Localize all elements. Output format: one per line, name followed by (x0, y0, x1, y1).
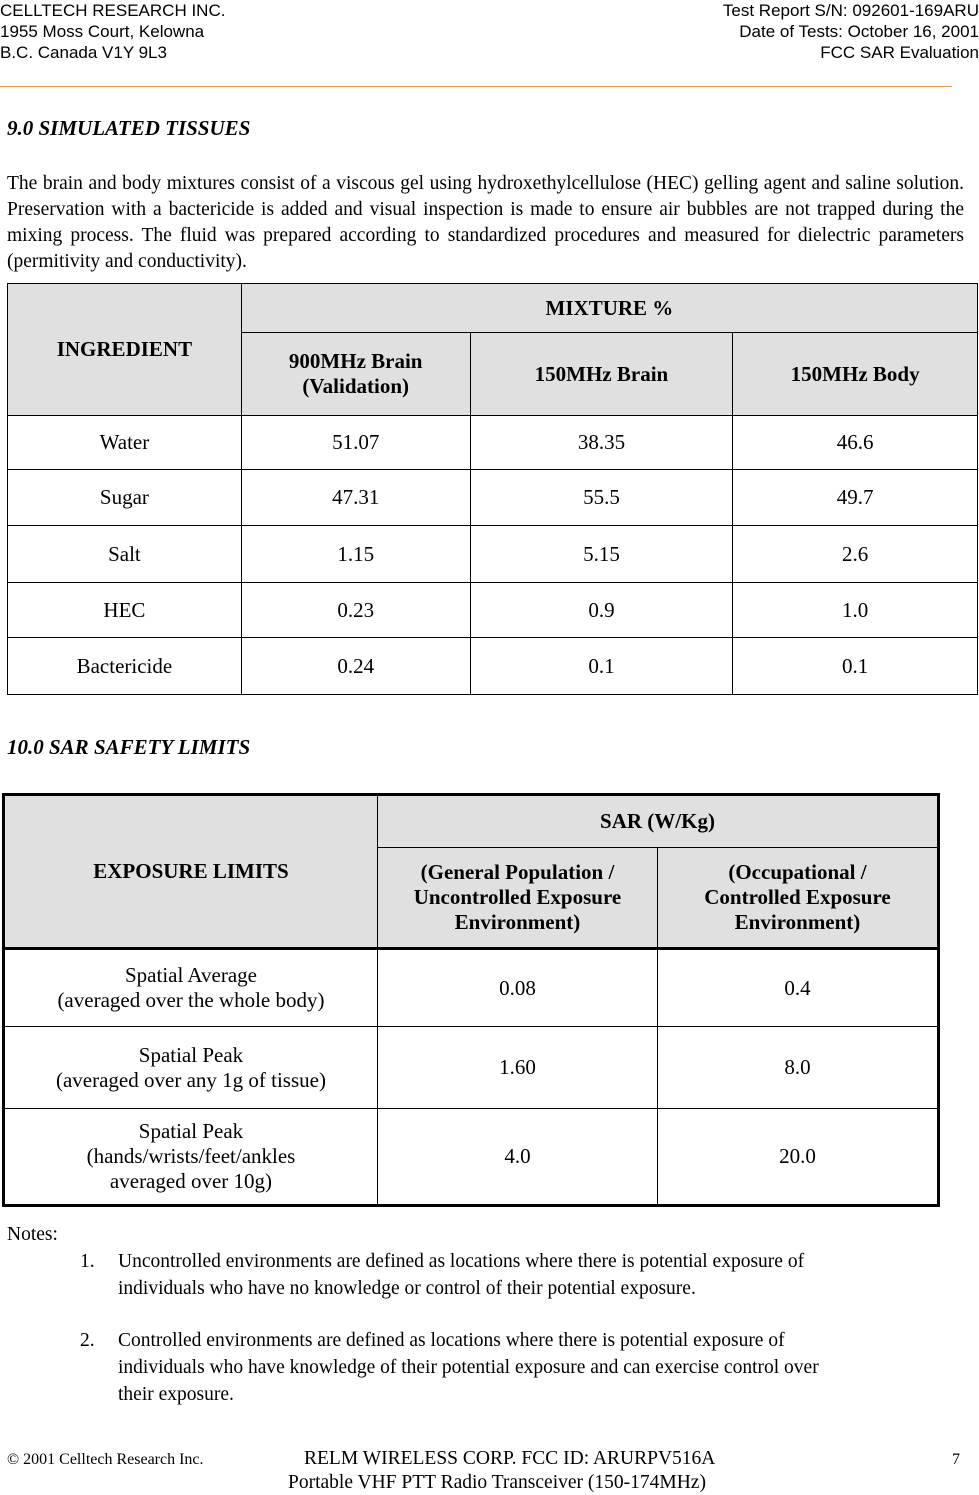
table-row (8, 583, 978, 638)
value-cell: 49.7 (733, 470, 978, 526)
value-cell: 0.23 (241, 583, 470, 638)
value-cell: 0.24 (241, 638, 470, 695)
table-row (8, 638, 978, 695)
table-row (4, 949, 939, 1027)
ingredient-cell: Salt (8, 526, 242, 583)
general-value-cell: 1.60 (377, 1027, 657, 1109)
footer-line2: Portable VHF PTT Radio Transceiver (150-174MHz) (288, 1472, 706, 1493)
table-row (4, 1027, 939, 1109)
value-cell: 0.9 (470, 583, 733, 638)
exposure-line3: averaged over 10g) (109, 1169, 273, 1193)
value-cell: 0.1 (733, 638, 978, 695)
exposure-line1: Spatial Peak (138, 1042, 244, 1067)
mixture-table (7, 283, 978, 695)
note-line: individuals who have no knowledge or control of their potential exposure. (118, 1278, 696, 1299)
footer-copyright: © 2001 Celltech Research Inc. (7, 1451, 204, 1468)
value-cell: 47.31 (241, 470, 470, 526)
occupational-header-line3: Environment) (734, 910, 861, 934)
note-text (118, 1327, 948, 1408)
exposure-cell (4, 949, 378, 1027)
value-cell: 46.6 (733, 416, 978, 470)
evaluation-type: FCC SAR Evaluation (820, 43, 979, 62)
ingredient-header: INGREDIENT (8, 284, 242, 416)
value-cell: 51.07 (241, 416, 470, 470)
sar-header: SAR (W/Kg) (377, 795, 938, 848)
footer-line1: RELM WIRELESS CORP. FCC ID: ARURPV516A (304, 1448, 716, 1469)
exposure-line1: Spatial Peak (138, 1119, 244, 1143)
occupational-header-line1: (Occupational / (728, 860, 867, 884)
exposure-line2: (averaged over the whole body) (57, 988, 325, 1012)
report-serial: Test Report S/N: 092601-169ARU (722, 1, 979, 20)
col-900mhz-brain-line2: (Validation) (302, 374, 410, 398)
footer-center (288, 1447, 788, 1495)
notes-label: Notes: (7, 1224, 58, 1245)
table-row (8, 526, 978, 583)
note-text (118, 1248, 948, 1302)
exposure-line2: (averaged over any 1g of tissue) (55, 1067, 326, 1092)
exposure-line1: Spatial Average (124, 963, 257, 987)
company-address-line1: 1955 Moss Court, Kelowna (0, 22, 205, 41)
general-header-line3: Environment) (454, 910, 581, 934)
section-9-paragraph: The brain and body mixtures consist of a viscous gel using hydroxethylcellulose (HEC) gelling agent and saline solution. Preservation with a bactericide is added and visual inspection is made to ensure air bubbles are not trapped during the mixing process. The fluid was prepared according to standardized procedures and measured for dielectric parameters (permitivity and conductivity). (7, 173, 964, 272)
note-item (80, 1327, 940, 1409)
ingredient-cell: Water (8, 416, 242, 470)
value-cell: 1.15 (241, 526, 470, 583)
note-line: individuals who have knowledge of their potential exposure and can exercise control over (118, 1357, 819, 1378)
col-150mhz-brain-header: 150MHz Brain (470, 333, 733, 416)
company-address-line2: B.C. Canada V1Y 9L3 (0, 43, 167, 62)
note-number: 1. (80, 1251, 95, 1272)
col-900mhz-brain-header (241, 333, 470, 416)
general-value-cell: 4.0 (377, 1109, 657, 1206)
general-population-header (377, 848, 657, 949)
general-header-line1: (General Population / (420, 860, 615, 884)
occupational-value-cell: 20.0 (657, 1109, 938, 1206)
col-900mhz-brain-line1: 900MHz Brain (288, 349, 423, 373)
header-divider (0, 86, 952, 87)
note-line: their exposure. (118, 1384, 234, 1405)
note-line: Controlled environments are defined as locations where there is potential exposure of (118, 1330, 785, 1351)
section-10-title: 10.0 SAR SAFETY LIMITS (7, 735, 251, 759)
occupational-header (657, 848, 938, 949)
ingredient-cell: Sugar (8, 470, 242, 526)
company-name: CELLTECH RESEARCH INC. (0, 1, 226, 20)
value-cell: 55.5 (470, 470, 733, 526)
occupational-value-cell: 0.4 (657, 949, 938, 1027)
header-right (723, 0, 979, 63)
general-header-line2: Uncontrolled Exposure (413, 885, 622, 909)
note-line: Uncontrolled environments are defined as locations where there is potential exposure of (118, 1251, 805, 1272)
exposure-cell (4, 1027, 378, 1109)
sar-limits-table (2, 793, 940, 1207)
exposure-line2: (hands/wrists/feet/ankles (86, 1144, 296, 1168)
mixture-header: MIXTURE % (241, 284, 977, 333)
exposure-limits-header: EXPOSURE LIMITS (4, 795, 378, 949)
occupational-header-line2: Controlled Exposure (704, 885, 891, 909)
test-date: Date of Tests: October 16, 2001 (739, 22, 979, 41)
value-cell: 0.1 (470, 638, 733, 695)
value-cell: 5.15 (470, 526, 733, 583)
table-row (4, 1109, 939, 1206)
exposure-cell (4, 1109, 378, 1206)
value-cell: 2.6 (733, 526, 978, 583)
page-number: 7 (952, 1451, 960, 1468)
note-item (80, 1248, 940, 1308)
occupational-value-cell: 8.0 (657, 1027, 938, 1109)
table-row (8, 416, 978, 470)
note-number: 2. (80, 1330, 95, 1351)
header-left (0, 0, 225, 63)
ingredient-cell: Bactericide (8, 638, 242, 695)
value-cell: 1.0 (733, 583, 978, 638)
value-cell: 38.35 (470, 416, 733, 470)
col-150mhz-body-header: 150MHz Body (733, 333, 978, 416)
general-value-cell: 0.08 (377, 949, 657, 1027)
table-row (8, 470, 978, 526)
ingredient-cell: HEC (8, 583, 242, 638)
section-9-title: 9.0 SIMULATED TISSUES (7, 116, 251, 140)
